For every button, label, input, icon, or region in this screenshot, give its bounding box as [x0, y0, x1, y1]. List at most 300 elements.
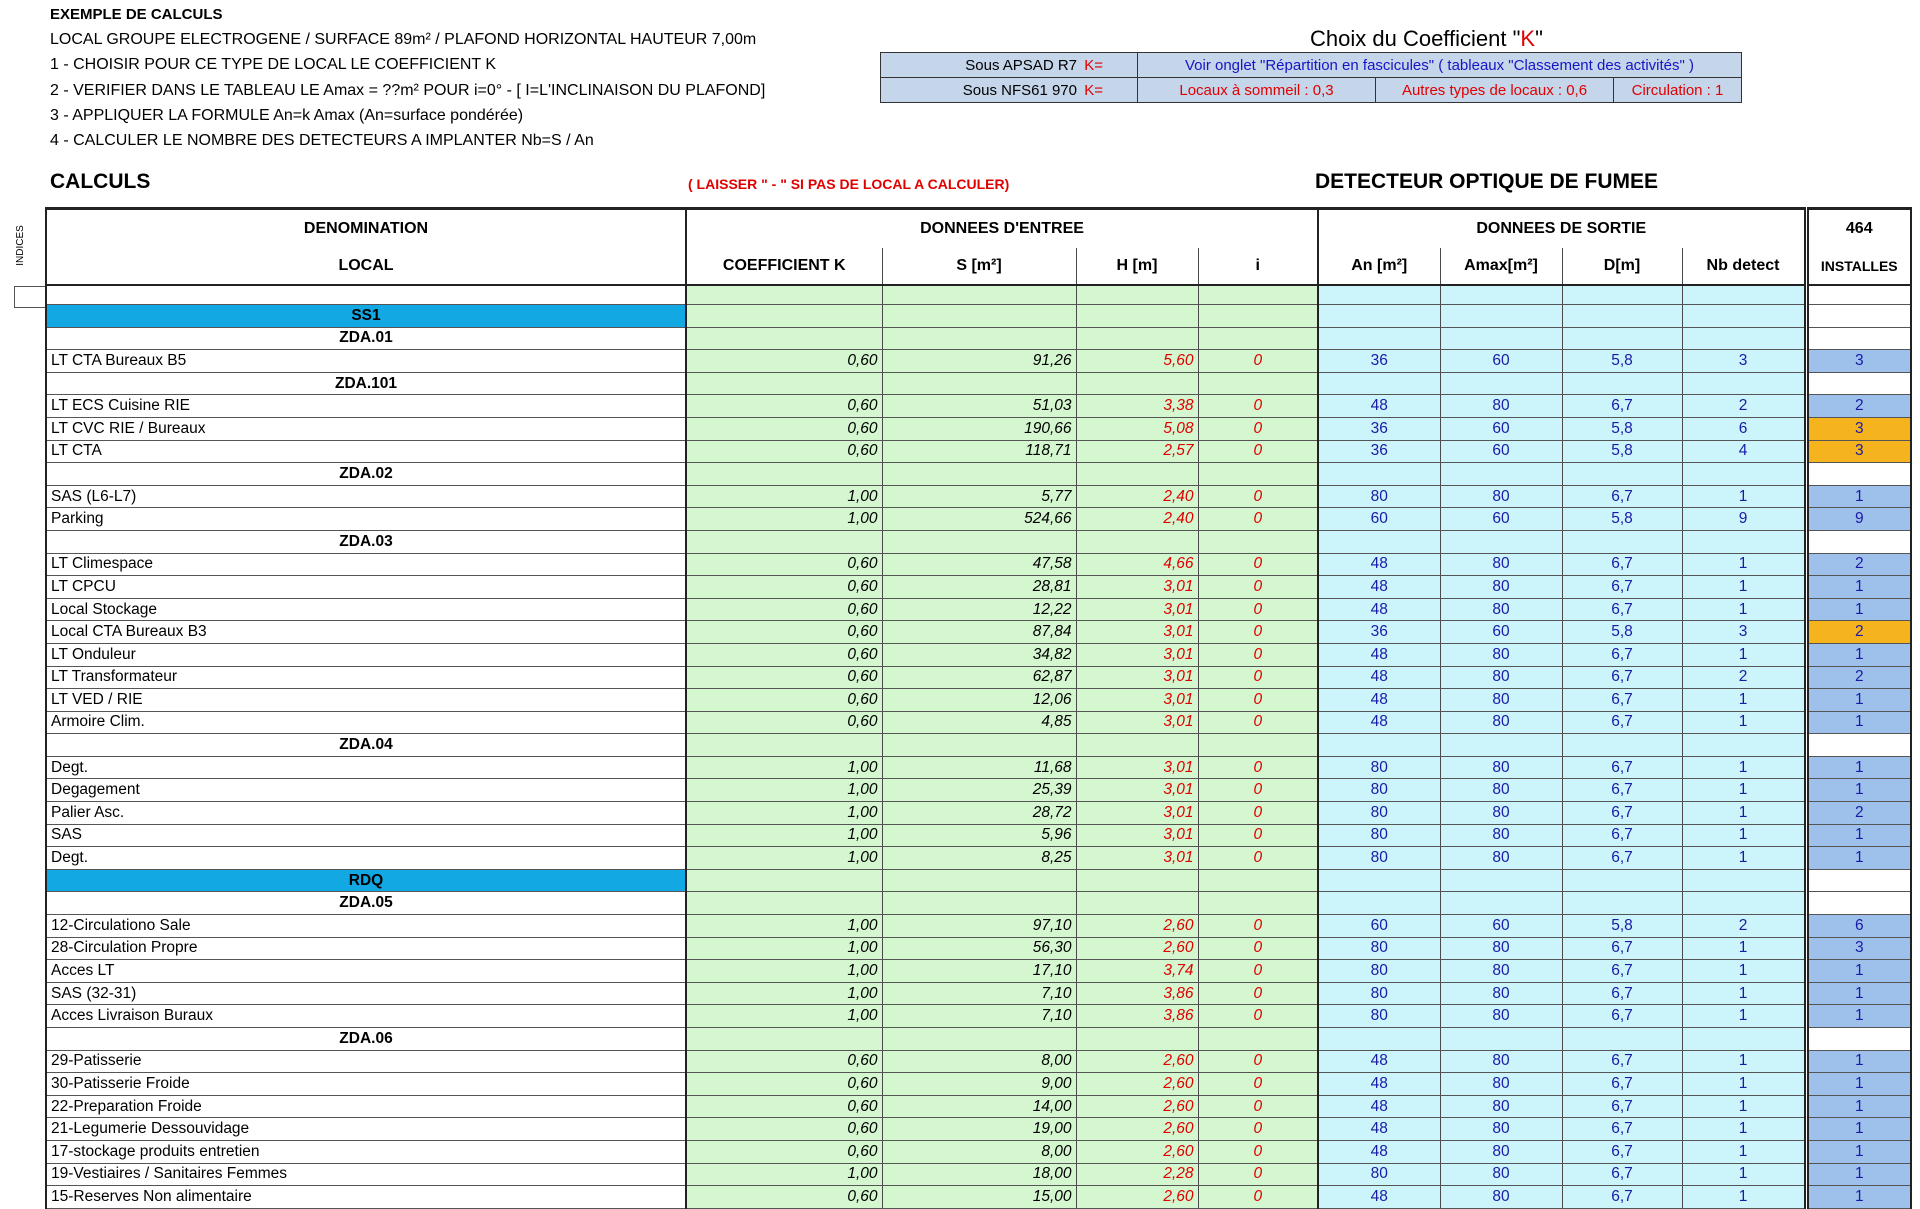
inclinaison-cell[interactable]: 0 [1198, 1095, 1318, 1118]
empty-cell[interactable] [1440, 734, 1562, 757]
inclinaison-cell[interactable]: 0 [1198, 1118, 1318, 1141]
nb-detect-cell[interactable]: 1 [1682, 643, 1806, 666]
coef-k-cell[interactable]: 1,00 [686, 1005, 882, 1028]
coef-k-cell[interactable]: 0,60 [686, 1118, 882, 1141]
empty-cell[interactable] [1682, 734, 1806, 757]
an-cell[interactable]: 80 [1318, 982, 1440, 1005]
local-name-cell[interactable]: SAS [46, 824, 686, 847]
surface-cell[interactable]: 17,10 [882, 960, 1076, 983]
coef-k-cell[interactable]: 0,60 [686, 1095, 882, 1118]
empty-cell[interactable] [1806, 305, 1911, 328]
an-cell[interactable]: 80 [1318, 779, 1440, 802]
d-cell[interactable]: 6,7 [1562, 1118, 1682, 1141]
nb-detect-cell[interactable]: 1 [1682, 1163, 1806, 1186]
empty-cell[interactable] [882, 285, 1076, 305]
d-cell[interactable]: 6,7 [1562, 1005, 1682, 1028]
zone-label[interactable]: ZDA.05 [46, 892, 686, 915]
empty-cell[interactable] [1076, 892, 1198, 915]
installes-cell[interactable]: 1 [1806, 1095, 1911, 1118]
amax-cell[interactable]: 60 [1440, 350, 1562, 373]
local-name-cell[interactable]: 21-Legumerie Dessouvidage [46, 1118, 686, 1141]
d-cell[interactable]: 6,7 [1562, 982, 1682, 1005]
an-cell[interactable]: 48 [1318, 553, 1440, 576]
installes-cell[interactable]: 1 [1806, 598, 1911, 621]
empty-cell[interactable] [1198, 530, 1318, 553]
nb-detect-cell[interactable]: 1 [1682, 598, 1806, 621]
empty-cell[interactable] [882, 327, 1076, 350]
empty-cell[interactable] [1440, 327, 1562, 350]
zone-label[interactable]: ZDA.01 [46, 327, 686, 350]
local-name-cell[interactable]: Acces LT [46, 960, 686, 983]
d-cell[interactable]: 6,7 [1562, 553, 1682, 576]
empty-cell[interactable] [1806, 530, 1911, 553]
empty-cell[interactable] [1682, 892, 1806, 915]
empty-cell[interactable] [1806, 327, 1911, 350]
surface-cell[interactable]: 11,68 [882, 756, 1076, 779]
installes-cell[interactable]: 1 [1806, 1163, 1911, 1186]
empty-cell[interactable] [1198, 372, 1318, 395]
local-name-cell[interactable]: 19-Vestiaires / Sanitaires Femmes [46, 1163, 686, 1186]
nb-detect-cell[interactable]: 2 [1682, 666, 1806, 689]
an-cell[interactable]: 80 [1318, 756, 1440, 779]
empty-cell[interactable] [1318, 734, 1440, 757]
amax-cell[interactable]: 80 [1440, 598, 1562, 621]
amax-cell[interactable]: 80 [1440, 1140, 1562, 1163]
empty-cell[interactable] [1682, 869, 1806, 892]
an-cell[interactable]: 48 [1318, 1140, 1440, 1163]
empty-cell[interactable] [1682, 305, 1806, 328]
inclinaison-cell[interactable]: 0 [1198, 915, 1318, 938]
surface-cell[interactable]: 62,87 [882, 666, 1076, 689]
empty-cell[interactable] [1562, 892, 1682, 915]
empty-cell[interactable] [1318, 327, 1440, 350]
d-cell[interactable]: 5,8 [1562, 350, 1682, 373]
nb-detect-cell[interactable]: 1 [1682, 802, 1806, 825]
empty-cell[interactable] [1318, 1028, 1440, 1051]
nb-detect-cell[interactable]: 1 [1682, 937, 1806, 960]
nb-detect-cell[interactable]: 2 [1682, 395, 1806, 418]
local-name-cell[interactable]: 30-Patisserie Froide [46, 1073, 686, 1096]
nb-detect-cell[interactable]: 3 [1682, 350, 1806, 373]
inclinaison-cell[interactable]: 0 [1198, 598, 1318, 621]
empty-cell[interactable] [1682, 1028, 1806, 1051]
installes-cell[interactable]: 1 [1806, 576, 1911, 599]
an-cell[interactable]: 48 [1318, 711, 1440, 734]
installes-cell[interactable]: 2 [1806, 802, 1911, 825]
an-cell[interactable]: 48 [1318, 1186, 1440, 1209]
hauteur-cell[interactable]: 3,01 [1076, 643, 1198, 666]
inclinaison-cell[interactable]: 0 [1198, 982, 1318, 1005]
nb-detect-cell[interactable]: 4 [1682, 440, 1806, 463]
local-name-cell[interactable]: LT CPCU [46, 576, 686, 599]
k-row2-autres[interactable]: Autres types de locaux : 0,6 [1376, 78, 1614, 103]
local-name-cell[interactable]: LT CTA Bureaux B5 [46, 350, 686, 373]
coef-k-cell[interactable]: 1,00 [686, 824, 882, 847]
nb-detect-cell[interactable]: 1 [1682, 1095, 1806, 1118]
hauteur-cell[interactable]: 2,28 [1076, 1163, 1198, 1186]
inclinaison-cell[interactable]: 0 [1198, 576, 1318, 599]
inclinaison-cell[interactable]: 0 [1198, 1005, 1318, 1028]
an-cell[interactable]: 80 [1318, 1163, 1440, 1186]
inclinaison-cell[interactable]: 0 [1198, 1140, 1318, 1163]
empty-cell[interactable] [1076, 327, 1198, 350]
empty-cell[interactable] [686, 463, 882, 486]
installes-cell[interactable]: 1 [1806, 756, 1911, 779]
an-cell[interactable]: 48 [1318, 1050, 1440, 1073]
empty-cell[interactable] [1562, 1028, 1682, 1051]
hauteur-cell[interactable]: 3,86 [1076, 982, 1198, 1005]
installes-cell[interactable]: 2 [1806, 553, 1911, 576]
section-label[interactable]: SS1 [46, 305, 686, 328]
empty-cell[interactable] [1198, 305, 1318, 328]
nb-detect-cell[interactable]: 1 [1682, 553, 1806, 576]
coef-k-cell[interactable]: 0,60 [686, 417, 882, 440]
installes-cell[interactable]: 1 [1806, 779, 1911, 802]
hauteur-cell[interactable]: 3,01 [1076, 779, 1198, 802]
coef-k-cell[interactable]: 1,00 [686, 847, 882, 870]
k-row2-sommeil[interactable]: Locaux à sommeil : 0,3 [1138, 78, 1376, 103]
inclinaison-cell[interactable]: 0 [1198, 666, 1318, 689]
empty-cell[interactable] [1806, 463, 1911, 486]
empty-cell[interactable] [1198, 892, 1318, 915]
installes-cell[interactable]: 1 [1806, 1118, 1911, 1141]
empty-cell[interactable] [1440, 463, 1562, 486]
amax-cell[interactable]: 80 [1440, 982, 1562, 1005]
inclinaison-cell[interactable]: 0 [1198, 1186, 1318, 1209]
d-cell[interactable]: 5,8 [1562, 508, 1682, 531]
d-cell[interactable]: 6,7 [1562, 1163, 1682, 1186]
amax-cell[interactable]: 80 [1440, 1073, 1562, 1096]
installes-cell[interactable]: 1 [1806, 643, 1911, 666]
empty-cell[interactable] [46, 285, 686, 305]
local-name-cell[interactable]: Armoire Clim. [46, 711, 686, 734]
installes-cell[interactable]: 1 [1806, 1186, 1911, 1209]
d-cell[interactable]: 6,7 [1562, 598, 1682, 621]
coef-k-cell[interactable]: 1,00 [686, 779, 882, 802]
nb-detect-cell[interactable]: 1 [1682, 1073, 1806, 1096]
empty-cell[interactable] [882, 1028, 1076, 1051]
empty-cell[interactable] [1440, 285, 1562, 305]
empty-cell[interactable] [1682, 372, 1806, 395]
local-name-cell[interactable]: 28-Circulation Propre [46, 937, 686, 960]
local-name-cell[interactable]: 17-stockage produits entretien [46, 1140, 686, 1163]
nb-detect-cell[interactable]: 1 [1682, 1005, 1806, 1028]
an-cell[interactable]: 48 [1318, 1095, 1440, 1118]
empty-cell[interactable] [882, 734, 1076, 757]
amax-cell[interactable]: 80 [1440, 1095, 1562, 1118]
local-name-cell[interactable]: Local Stockage [46, 598, 686, 621]
surface-cell[interactable]: 19,00 [882, 1118, 1076, 1141]
empty-cell[interactable] [686, 327, 882, 350]
hauteur-cell[interactable]: 3,01 [1076, 711, 1198, 734]
surface-cell[interactable]: 15,00 [882, 1186, 1076, 1209]
empty-cell[interactable] [686, 1028, 882, 1051]
inclinaison-cell[interactable]: 0 [1198, 756, 1318, 779]
installes-cell[interactable]: 2 [1806, 395, 1911, 418]
hauteur-cell[interactable]: 3,01 [1076, 666, 1198, 689]
coef-k-cell[interactable]: 0,60 [686, 621, 882, 644]
d-cell[interactable]: 5,8 [1562, 621, 1682, 644]
an-cell[interactable]: 60 [1318, 508, 1440, 531]
amax-cell[interactable]: 80 [1440, 1163, 1562, 1186]
coef-k-cell[interactable]: 1,00 [686, 915, 882, 938]
an-cell[interactable]: 60 [1318, 915, 1440, 938]
an-cell[interactable]: 80 [1318, 960, 1440, 983]
coef-k-cell[interactable]: 0,60 [686, 350, 882, 373]
inclinaison-cell[interactable]: 0 [1198, 847, 1318, 870]
surface-cell[interactable]: 47,58 [882, 553, 1076, 576]
k-row1-label-cell[interactable] [881, 53, 1138, 78]
amax-cell[interactable]: 60 [1440, 508, 1562, 531]
nb-detect-cell[interactable]: 1 [1682, 824, 1806, 847]
local-name-cell[interactable]: Local CTA Bureaux B3 [46, 621, 686, 644]
an-cell[interactable]: 48 [1318, 1118, 1440, 1141]
local-name-cell[interactable]: Acces Livraison Buraux [46, 1005, 686, 1028]
amax-cell[interactable]: 60 [1440, 915, 1562, 938]
empty-cell[interactable] [1198, 327, 1318, 350]
surface-cell[interactable]: 118,71 [882, 440, 1076, 463]
inclinaison-cell[interactable]: 0 [1198, 1073, 1318, 1096]
inclinaison-cell[interactable]: 0 [1198, 824, 1318, 847]
local-name-cell[interactable]: 29-Patisserie [46, 1050, 686, 1073]
local-name-cell[interactable]: 22-Preparation Froide [46, 1095, 686, 1118]
empty-cell[interactable] [1198, 285, 1318, 305]
zone-label[interactable]: ZDA.06 [46, 1028, 686, 1051]
local-name-cell[interactable]: Degt. [46, 756, 686, 779]
empty-cell[interactable] [1806, 869, 1911, 892]
coef-k-cell[interactable]: 1,00 [686, 960, 882, 983]
installes-cell[interactable]: 1 [1806, 1050, 1911, 1073]
empty-cell[interactable] [1440, 305, 1562, 328]
amax-cell[interactable]: 80 [1440, 666, 1562, 689]
local-name-cell[interactable]: Palier Asc. [46, 802, 686, 825]
nb-detect-cell[interactable]: 3 [1682, 621, 1806, 644]
an-cell[interactable]: 80 [1318, 937, 1440, 960]
inclinaison-cell[interactable]: 0 [1198, 711, 1318, 734]
installes-cell[interactable]: 3 [1806, 417, 1911, 440]
nb-detect-cell[interactable]: 1 [1682, 576, 1806, 599]
empty-cell[interactable] [1806, 892, 1911, 915]
amax-cell[interactable]: 60 [1440, 440, 1562, 463]
inclinaison-cell[interactable]: 0 [1198, 440, 1318, 463]
d-cell[interactable]: 6,7 [1562, 1186, 1682, 1209]
empty-cell[interactable] [1682, 285, 1806, 305]
empty-cell[interactable] [1440, 1028, 1562, 1051]
surface-cell[interactable]: 190,66 [882, 417, 1076, 440]
empty-cell[interactable] [1562, 869, 1682, 892]
installes-cell[interactable]: 1 [1806, 711, 1911, 734]
empty-cell[interactable] [882, 463, 1076, 486]
inclinaison-cell[interactable]: 0 [1198, 621, 1318, 644]
hauteur-cell[interactable]: 2,60 [1076, 1118, 1198, 1141]
empty-cell[interactable] [1076, 463, 1198, 486]
installes-cell[interactable]: 2 [1806, 666, 1911, 689]
hauteur-cell[interactable]: 2,57 [1076, 440, 1198, 463]
empty-cell[interactable] [1198, 734, 1318, 757]
empty-cell[interactable] [1440, 869, 1562, 892]
d-cell[interactable]: 6,7 [1562, 824, 1682, 847]
d-cell[interactable]: 6,7 [1562, 485, 1682, 508]
local-name-cell[interactable]: SAS (32-31) [46, 982, 686, 1005]
amax-cell[interactable]: 80 [1440, 802, 1562, 825]
local-name-cell[interactable]: LT CTA [46, 440, 686, 463]
empty-cell[interactable] [686, 892, 882, 915]
empty-cell[interactable] [686, 869, 882, 892]
amax-cell[interactable]: 80 [1440, 689, 1562, 712]
d-cell[interactable]: 6,7 [1562, 643, 1682, 666]
coef-k-cell[interactable]: 1,00 [686, 802, 882, 825]
installes-cell[interactable]: 6 [1806, 915, 1911, 938]
coef-k-cell[interactable]: 0,60 [686, 643, 882, 666]
surface-cell[interactable]: 4,85 [882, 711, 1076, 734]
d-cell[interactable]: 6,7 [1562, 1095, 1682, 1118]
empty-cell[interactable] [686, 372, 882, 395]
an-cell[interactable]: 80 [1318, 802, 1440, 825]
amax-cell[interactable]: 80 [1440, 1118, 1562, 1141]
hauteur-cell[interactable]: 2,60 [1076, 915, 1198, 938]
an-cell[interactable]: 80 [1318, 824, 1440, 847]
installes-cell[interactable]: 1 [1806, 982, 1911, 1005]
local-name-cell[interactable]: LT Transformateur [46, 666, 686, 689]
inclinaison-cell[interactable]: 0 [1198, 1163, 1318, 1186]
an-cell[interactable]: 48 [1318, 689, 1440, 712]
installes-cell[interactable]: 1 [1806, 1005, 1911, 1028]
surface-cell[interactable]: 25,39 [882, 779, 1076, 802]
empty-cell[interactable] [1562, 734, 1682, 757]
d-cell[interactable]: 6,7 [1562, 847, 1682, 870]
installes-cell[interactable]: 3 [1806, 350, 1911, 373]
installes-cell[interactable]: 1 [1806, 847, 1911, 870]
surface-cell[interactable]: 51,03 [882, 395, 1076, 418]
local-name-cell[interactable]: LT VED / RIE [46, 689, 686, 712]
empty-cell[interactable] [1318, 372, 1440, 395]
empty-cell[interactable] [1076, 305, 1198, 328]
empty-cell[interactable] [1318, 305, 1440, 328]
empty-cell[interactable] [1198, 1028, 1318, 1051]
amax-cell[interactable]: 80 [1440, 643, 1562, 666]
surface-cell[interactable]: 28,81 [882, 576, 1076, 599]
surface-cell[interactable]: 87,84 [882, 621, 1076, 644]
empty-cell[interactable] [1562, 327, 1682, 350]
coef-k-cell[interactable]: 0,60 [686, 440, 882, 463]
empty-cell[interactable] [1076, 734, 1198, 757]
coef-k-cell[interactable]: 0,60 [686, 1050, 882, 1073]
d-cell[interactable]: 6,7 [1562, 666, 1682, 689]
empty-cell[interactable] [1318, 869, 1440, 892]
nb-detect-cell[interactable]: 2 [1682, 915, 1806, 938]
hauteur-cell[interactable]: 3,01 [1076, 689, 1198, 712]
inclinaison-cell[interactable]: 0 [1198, 553, 1318, 576]
local-name-cell[interactable]: Parking [46, 508, 686, 531]
installes-cell[interactable]: 3 [1806, 440, 1911, 463]
nb-detect-cell[interactable]: 1 [1682, 485, 1806, 508]
d-cell[interactable]: 6,7 [1562, 756, 1682, 779]
hauteur-cell[interactable]: 5,08 [1076, 417, 1198, 440]
d-cell[interactable]: 6,7 [1562, 1140, 1682, 1163]
amax-cell[interactable]: 80 [1440, 485, 1562, 508]
an-cell[interactable]: 36 [1318, 440, 1440, 463]
d-cell[interactable]: 5,8 [1562, 417, 1682, 440]
hauteur-cell[interactable]: 2,60 [1076, 1186, 1198, 1209]
local-name-cell[interactable]: SAS (L6-L7) [46, 485, 686, 508]
installes-cell[interactable]: 2 [1806, 621, 1911, 644]
coef-k-cell[interactable]: 1,00 [686, 982, 882, 1005]
empty-cell[interactable] [1198, 463, 1318, 486]
empty-cell[interactable] [1440, 530, 1562, 553]
installes-cell[interactable]: 9 [1806, 508, 1911, 531]
empty-cell[interactable] [1318, 285, 1440, 305]
empty-cell[interactable] [1806, 372, 1911, 395]
d-cell[interactable]: 6,7 [1562, 689, 1682, 712]
inclinaison-cell[interactable]: 0 [1198, 689, 1318, 712]
empty-cell[interactable] [1318, 463, 1440, 486]
section-label[interactable]: RDQ [46, 869, 686, 892]
amax-cell[interactable]: 80 [1440, 553, 1562, 576]
empty-cell[interactable] [882, 530, 1076, 553]
coef-k-cell[interactable]: 0,60 [686, 1073, 882, 1096]
nb-detect-cell[interactable]: 1 [1682, 779, 1806, 802]
empty-cell[interactable] [1076, 530, 1198, 553]
an-cell[interactable]: 80 [1318, 1005, 1440, 1028]
inclinaison-cell[interactable]: 0 [1198, 960, 1318, 983]
inclinaison-cell[interactable]: 0 [1198, 779, 1318, 802]
amax-cell[interactable]: 80 [1440, 1050, 1562, 1073]
surface-cell[interactable]: 8,00 [882, 1140, 1076, 1163]
hauteur-cell[interactable]: 2,60 [1076, 1050, 1198, 1073]
coef-k-cell[interactable]: 0,60 [686, 666, 882, 689]
empty-cell[interactable] [686, 530, 882, 553]
coef-k-cell[interactable]: 1,00 [686, 937, 882, 960]
an-cell[interactable]: 36 [1318, 417, 1440, 440]
inclinaison-cell[interactable]: 0 [1198, 802, 1318, 825]
empty-cell[interactable] [1562, 530, 1682, 553]
coef-k-cell[interactable]: 0,60 [686, 395, 882, 418]
empty-cell[interactable] [1806, 285, 1911, 305]
local-name-cell[interactable]: 12-Circulationo Sale [46, 915, 686, 938]
nb-detect-cell[interactable]: 1 [1682, 689, 1806, 712]
nb-detect-cell[interactable]: 1 [1682, 982, 1806, 1005]
an-cell[interactable]: 80 [1318, 485, 1440, 508]
zone-label[interactable]: ZDA.04 [46, 734, 686, 757]
empty-cell[interactable] [1440, 372, 1562, 395]
empty-cell[interactable] [1076, 869, 1198, 892]
surface-cell[interactable]: 14,00 [882, 1095, 1076, 1118]
amax-cell[interactable]: 80 [1440, 1186, 1562, 1209]
installes-cell[interactable]: 1 [1806, 824, 1911, 847]
zone-label[interactable]: ZDA.02 [46, 463, 686, 486]
empty-cell[interactable] [1562, 372, 1682, 395]
an-cell[interactable]: 48 [1318, 576, 1440, 599]
inclinaison-cell[interactable]: 0 [1198, 643, 1318, 666]
installes-cell[interactable]: 1 [1806, 689, 1911, 712]
amax-cell[interactable]: 60 [1440, 621, 1562, 644]
zone-label[interactable]: ZDA.101 [46, 372, 686, 395]
empty-cell[interactable] [1806, 1028, 1911, 1051]
empty-cell[interactable] [882, 372, 1076, 395]
amax-cell[interactable]: 80 [1440, 756, 1562, 779]
empty-cell[interactable] [1076, 285, 1198, 305]
installes-cell[interactable]: 1 [1806, 1073, 1911, 1096]
d-cell[interactable]: 6,7 [1562, 960, 1682, 983]
coef-k-cell[interactable]: 0,60 [686, 576, 882, 599]
nb-detect-cell[interactable]: 6 [1682, 417, 1806, 440]
coef-k-cell[interactable]: 0,60 [686, 553, 882, 576]
surface-cell[interactable]: 7,10 [882, 982, 1076, 1005]
empty-cell[interactable] [1318, 530, 1440, 553]
d-cell[interactable]: 5,8 [1562, 915, 1682, 938]
inclinaison-cell[interactable]: 0 [1198, 1050, 1318, 1073]
inclinaison-cell[interactable]: 0 [1198, 417, 1318, 440]
